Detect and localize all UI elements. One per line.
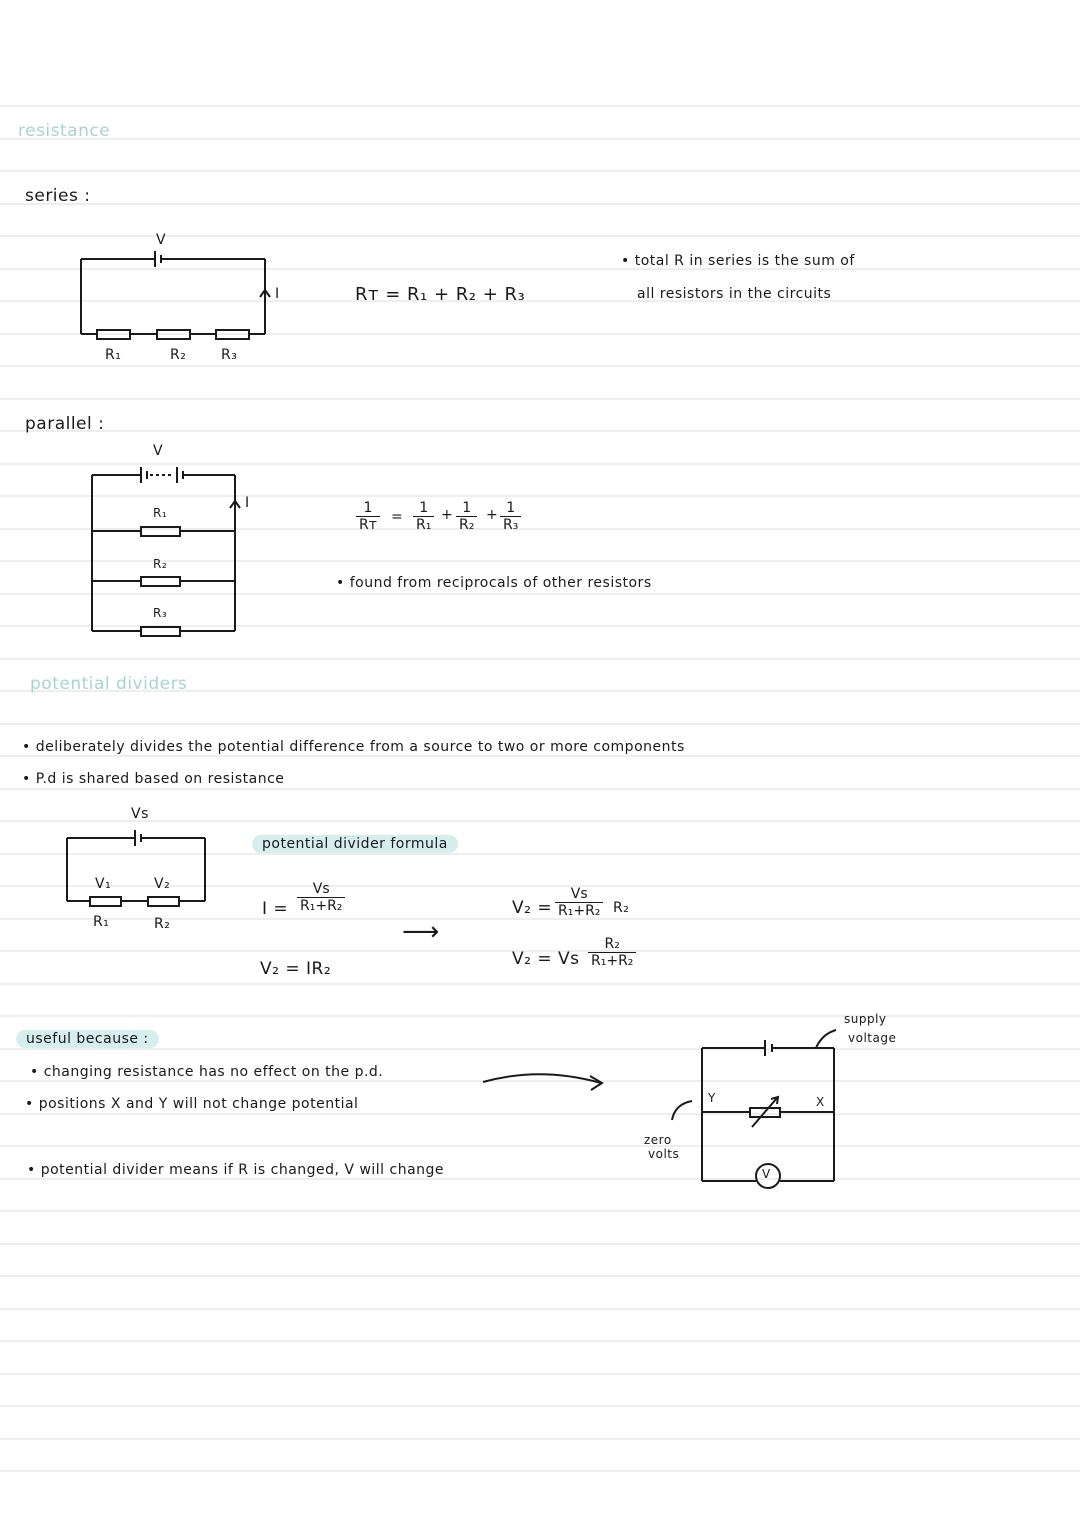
parallel-v-label: V bbox=[153, 443, 164, 459]
series-note-line2: all resistors in the circuits bbox=[637, 286, 832, 302]
zero-label-2: volts bbox=[648, 1147, 680, 1161]
v2-ir-eq: V₂ = IR₂ bbox=[260, 959, 332, 979]
v2-eq-a-lhs: V₂ = bbox=[512, 898, 553, 918]
series-r1-label: R₁ bbox=[105, 347, 122, 363]
circuit-r1-label: R₁ bbox=[93, 914, 110, 930]
series-r2-label: R₂ bbox=[170, 347, 187, 363]
frac-lhs: $\frac{1}{\text{Rᴛ}}$ bbox=[356, 500, 380, 533]
circuit-v2-label: V₂ bbox=[154, 876, 171, 892]
position-y-label: Y bbox=[708, 1091, 716, 1105]
right-arrow-icon: ⟶ bbox=[402, 917, 440, 947]
heading-useful: useful because : bbox=[16, 1030, 159, 1048]
heading-series: series : bbox=[25, 186, 91, 206]
useful-bullet-1: • changing resistance has no effect on the p.d. bbox=[30, 1064, 384, 1080]
circuit-r2-label: R₂ bbox=[154, 916, 171, 932]
zero-label-1: zero bbox=[644, 1133, 672, 1147]
divider-bullet-1: • deliberately divides the potential difference from a source to two or more components bbox=[22, 739, 685, 755]
series-formula: Rᴛ = R₁ + R₂ + R₃ bbox=[355, 284, 526, 305]
series-r3-label: R₃ bbox=[221, 347, 238, 363]
circuit-vs-label: Vs bbox=[131, 806, 149, 822]
parallel-r2-label: R₂ bbox=[153, 557, 168, 571]
parallel-note: • found from reciprocals of other resistors bbox=[336, 575, 652, 591]
supply-label-2: voltage bbox=[848, 1031, 897, 1045]
variable-resistor-circuit bbox=[0, 0, 1, 1]
parallel-r1-label: R₁ bbox=[153, 506, 168, 520]
series-note-line1: • total R in series is the sum of bbox=[621, 253, 855, 269]
useful-bullet-3: • potential divider means if R is changed, V will change bbox=[27, 1162, 445, 1178]
v2-eq-b-fraction: $\frac{\text{R₂}}{\text{R₁+R₂}}$ bbox=[588, 936, 636, 969]
v2-eq-b-lhs: V₂ = Vs bbox=[512, 949, 580, 969]
series-i-label: I bbox=[275, 286, 280, 302]
parallel-i-label: I bbox=[245, 495, 250, 511]
position-x-label: X bbox=[816, 1095, 825, 1109]
frac-r1: $\frac{1}{\text{R₁}}$ bbox=[413, 500, 434, 533]
v2-eq-a-tail: R₂ bbox=[613, 900, 630, 916]
formula-title: potential divider formula bbox=[252, 835, 458, 853]
frac-r3: $\frac{1}{\text{R₃}}$ bbox=[500, 500, 521, 533]
divider-bullet-2: • P.d is shared based on resistance bbox=[22, 771, 285, 787]
current-eq-fraction: $\frac{Vs}{\text{R₁+R₂}}$ bbox=[297, 881, 345, 914]
parallel-r3-label: R₃ bbox=[153, 606, 168, 620]
voltmeter-label: V bbox=[762, 1167, 771, 1181]
heading-resistance: resistance bbox=[18, 121, 111, 141]
series-v-label: V bbox=[156, 232, 167, 248]
equals-sign: = bbox=[391, 509, 404, 525]
current-eq-lhs: I = bbox=[262, 899, 289, 919]
useful-bullet-2: • positions X and Y will not change potential bbox=[25, 1096, 359, 1112]
plus-sign: + bbox=[441, 507, 454, 523]
frac-r2: $\frac{1}{\text{R₂}}$ bbox=[456, 500, 477, 533]
heading-potential-dividers: potential dividers bbox=[30, 674, 188, 694]
circuit-v1-label: V₁ bbox=[95, 876, 112, 892]
v2-eq-a-fraction: $\frac{Vs}{\text{R₁+R₂}}$ bbox=[555, 886, 603, 919]
heading-parallel: parallel : bbox=[25, 414, 105, 434]
supply-label-1: supply bbox=[844, 1012, 887, 1026]
plus-sign: + bbox=[486, 507, 499, 523]
